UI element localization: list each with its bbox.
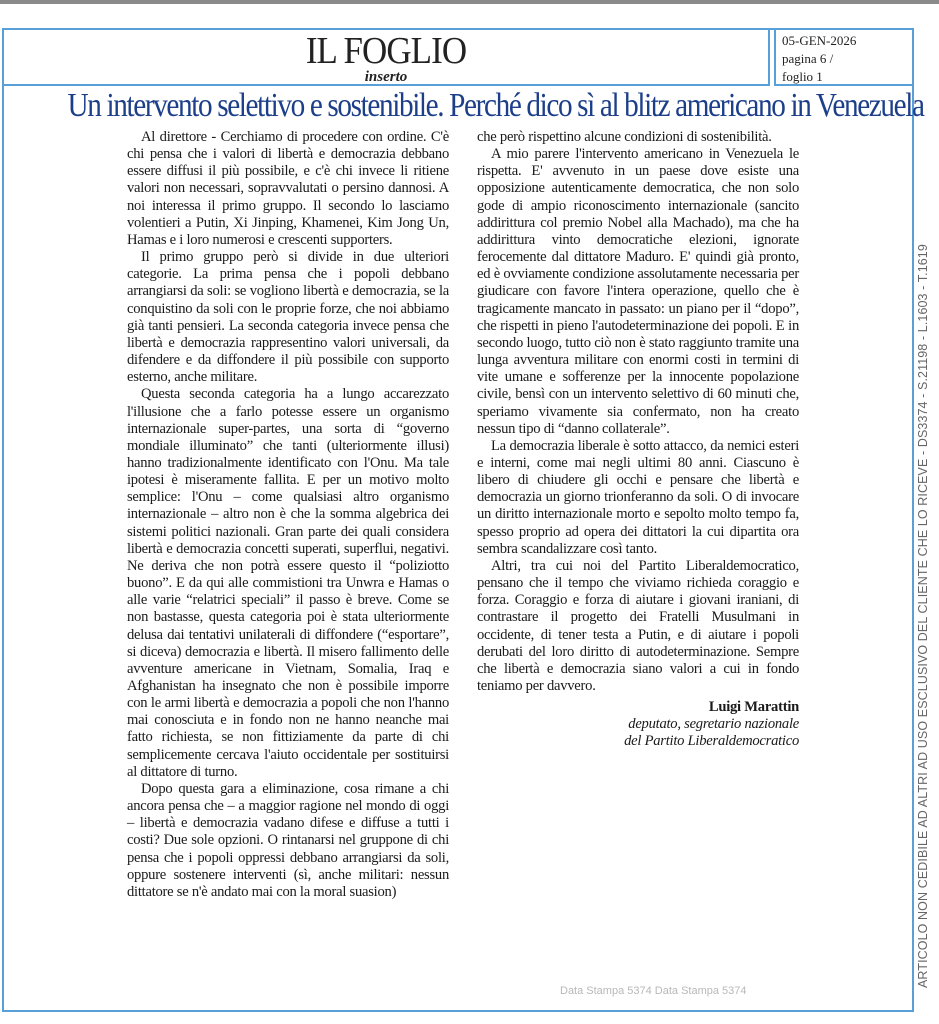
paragraph: Il primo gruppo però si divide in due ulteriori categorie. La prima pensa che i popoli debbano arrangiarsi da soli: se vogliono libertà e democrazia, se la conquistino da soli con le proprie forze, che noi abbiamo già tanti pensieri. La seconda categoria invece pensa che libertà e democrazia rappresentino valori universali, da difendere e da diffondere il più possibile con supporto esterno, anche militare. (127, 249, 449, 386)
author-party: del Partito Liberaldemocratico (624, 733, 799, 750)
paragraph: La democrazia liberale è sotto attacco, da nemici esteri e interni, come mai negli ultimi 80 anni. Ciascuno è libero di chiudere gli occhi e pensare che libertà e democrazia un giorno trionferanno da soli. O di invocare un diritto internazionale morto e sepolto molto tempo fa, spesso proprio ad opera dei dittatori la cui dipartita ora sembra scandalizzare così tanto. (477, 437, 799, 557)
publication-date: 05-GEN-2026 (782, 33, 857, 48)
paragraph: Al direttore - Cerchiamo di procedere con ordine. C'è chi pensa che i valori di libertà e democrazia debbano essere diffusi il più possibile, e c'è chi invece li ritiene valori non necessari, sopravvalutati o persino dannosi. A noi interessa il primo gruppo. Il secondo lo lasciamo volentieri a Putin, Xi Jinping, Khamenei, Kim Jong Un, Hamas e i loro numerosi e crescenti supporters. (127, 129, 449, 248)
watermark: Data Stampa 5374 Data Stampa 5374 (560, 985, 747, 997)
top-bar (0, 0, 939, 4)
paragraph: che però rispettino alcune condizioni di sostenibilità. (477, 129, 772, 145)
date-box (774, 28, 914, 86)
newspaper-section: inserto (364, 69, 408, 85)
paragraph: A mio parere l'intervento americano in Venezuela le rispetta. E' avvenuto in un paese dove esiste una opposizione autenticamente democratica, che non solo gode di ampio riconoscimento internazionale (sancito addirittura col premio Nobel alla Machado), ma che ha addirittura vinto democratiche elezioni, ignorate ferocemente dal dittatore Maduro. E' quindi già pronto, ed è ovviamente condizione assolutamente necessaria per giudicare con favore l'intera operazione, quello che è tragicamente mancato in passato: un piano per il “dopo”, che rispetti in pieno l'autodeterminazione dei popoli. E in secondo luogo, tutto ciò non è stato raggiunto tramite una lunga avventura militare con enormi costi in termini di vite umane e sofferenze per la innocente popolazione civile, bensì con un intervento selettivo di 60 minuti che, speriamo vivamente sia confermato, non ha creato nessun tipo di “danno collaterale”. (477, 146, 799, 437)
paragraph: Dopo questa gara a eliminazione, cosa rimane a chi ancora pensa che – a maggior ragione nel mondo di oggi – libertà e democrazia vadano difese e diffuse a tutti i costi? Due sole opzioni. O rintanarsi nel gruppone di chi pensa che i popoli oppressi debbano arrangiarsi da soli, oppure sostenere interventi (sì, anche militari: nessun dittatore se n'è andato mai con la moral suasion) (127, 780, 449, 900)
usage-notice: ARTICOLO NON CEDIBILE AD ALTRI AD USO ESCLUSIVO DEL CLIENTE CHE LO RICEVE - DS3374 - S.21198 - L.1603 - T.1619 (916, 244, 930, 988)
article-column-left (127, 129, 449, 901)
masthead (2, 28, 770, 86)
article-headline: Un intervento selettivo e sostenibile. Perché dico sì al blitz americano in Venezuela (67, 87, 924, 124)
author-role: deputato, segretario nazionale (628, 716, 799, 733)
sheet-number: foglio 1 (782, 69, 823, 84)
author-name: Luigi Marattin (708, 699, 799, 716)
page-number: pagina 6 / (782, 51, 834, 66)
article-column-right (477, 129, 799, 750)
paragraph: Questa seconda categoria ha a lungo accarezzato l'illusione che a farlo potesse essere un organismo internazionale super-partes, una sorta di “governo mondiale illuminato” che tanti (ulteriormente illusi) hanno tradizionalmente identificato con l'Onu. Ma tale ipotesi è miseramente fallita. E per un motivo molto semplice: l'Onu – come qualsiasi altro organismo internazionale – altro non è che la somma algebrica dei sistemi politici nazionali. Gran parte dei quali considera libertà e democrazia concetti superati, superflui, negativi. Ne deriva che non potrà essere questo il “poliziotto buono”. E da qui alle commistioni tra Unwra e Hamas o alle varie “relatrici speciali” il passo è breve. Come se non bastasse, questa categoria poi è stata ulteriormente delusa dai tentativi unilaterali di diffondere (“esportare”, si diceva) democrazia e libertà. Il misero fallimento delle avventure americane in Vietnam, Somalia, Iraq e Afghanistan ha insegnato che non è possibile imporre con le armi libertà e democrazia a popoli che non l'hanno mai conosciuta e in fondo non ne hanno neanche mai fatto richiesta, se non fittiziamente da parte di chi semplicemente cercava l'aiuto occidentale per sostituirsi al dittatore di turno. (127, 386, 449, 780)
newspaper-title: IL FOGLIO (305, 30, 467, 72)
paragraph: Altri, tra cui noi del Partito Liberaldemocratico, pensano che il tempo che viviamo richieda coraggio e forza. Coraggio e forza di aiutare i giovani iraniani, di contrastare il progetto dei Fratelli Musulmani in occidente, di tener testa a Putin, e di aiutare i popoli derubati del loro diritto di autodeterminazione. Sempre che libertà e democrazia siano valori a cui in fondo teniamo per davvero. (477, 557, 799, 694)
